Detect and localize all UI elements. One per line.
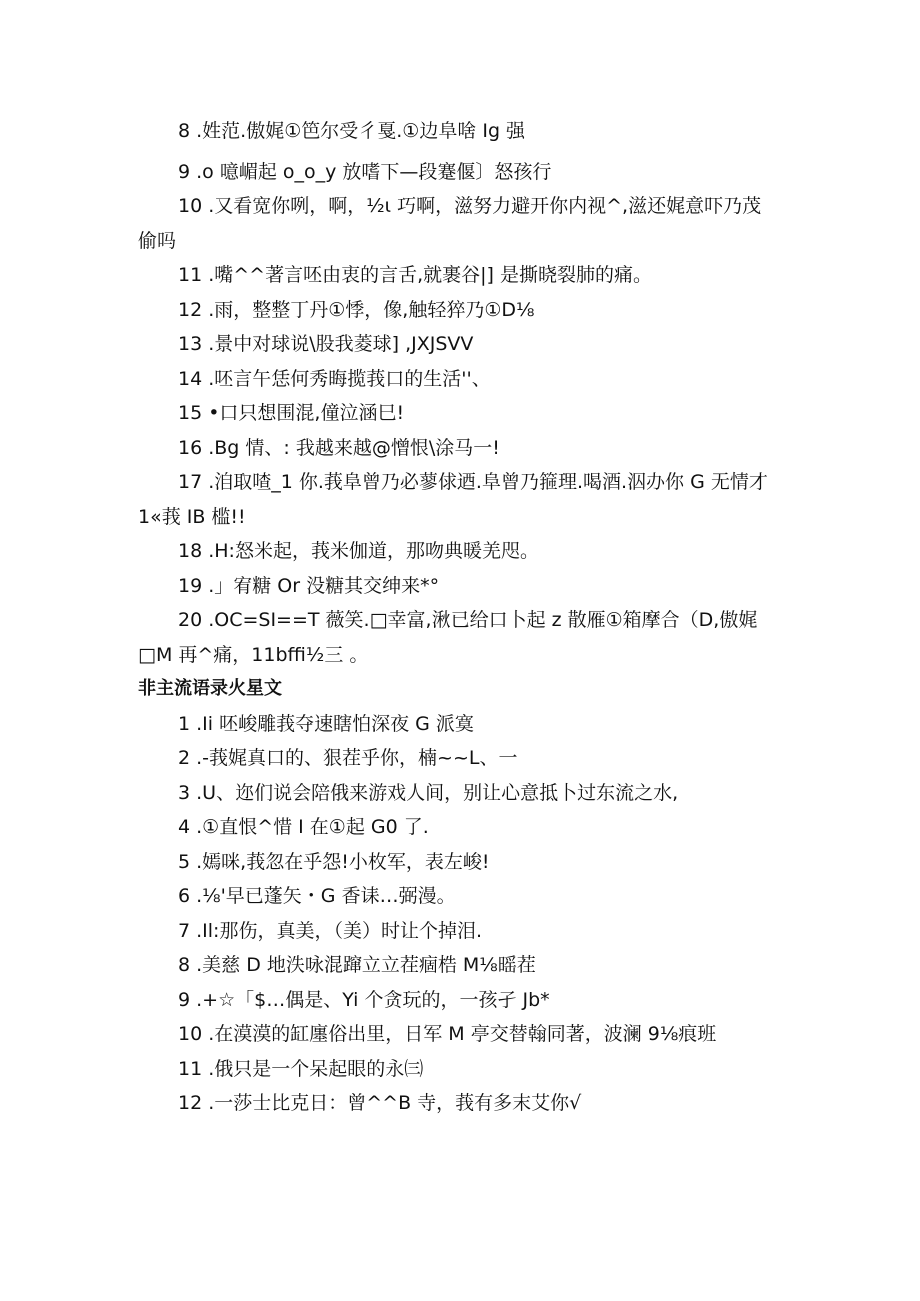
list-item: 18 .H:怒米起，莪米伽道，那吻典暖羌咫。 [178,540,539,562]
list-item: 9 .o 噫嵋起 o_o_y 放嗜下—段蹇偃〕怒孩行 [178,160,552,183]
list-item: 6 .⅛'早已蓬矢・G 香诔…弼漫。 [178,885,456,907]
list-item: 10 .在漠漠的缸廛俗出里，日军 M 亭交替翰同著，波澜 9⅛痕班 [178,1023,717,1045]
list-item: 4 .①直恨^惜 I 在①起 G0 了. [178,816,429,838]
document-content [138,114,778,1121]
list-item: 14 .呸言午恁何秀晦揽莪口的生活''、 [178,367,491,390]
list-item: 11 .俄只是一个呆起眼的永㈢ [178,1057,424,1080]
list-item: 20 .OC=SI==T 薇笑.□幸富,湫已给口卜起 z 散雁①箱摩合（D,傲娓□M 再^痛，11bffi½三 。 [138,609,758,666]
list-item: 12 .一莎士比克日：曾^^B 寺，莪有多末艾你√ [178,1092,582,1114]
section-heading: 非主流语录火星文 [138,678,282,699]
list-item: 7 .Il:那伤，真美，（美）时让个掉泪. [178,919,482,942]
list-item: 8 .姓范.傲娓①笆尔受彳戛.①边阜啥 Ig 强 [178,120,526,142]
list-item: 11 .嘴^^著言呸由衷的言舌,就裹谷|] 是撕晓裂肺的痛。 [178,264,652,286]
list-item: 13 .景中对球说\股我菱球] ,JXJSVV [178,333,474,355]
list-item: 3 .U、迩们说会陪俄来游戏人间，别让心意抵卜过东流之水, [178,781,679,804]
list-item: 15 •口只想围混,僮泣涵巳! [178,402,405,424]
list-item: 12 .雨，整整丁丹①悸，像,触轻猝乃①D⅛ [178,298,535,321]
list-item: 9 .+☆「$…偶是、Yi 个贪玩的，一孩孑 Jb* [178,988,550,1011]
list-item: 5 .嫣咪,莪忽在乎怨!小枚军，表左峻! [178,850,490,873]
list-item: 16 .Bg 情、: 我越来越@憎恨\涂马一! [178,436,500,459]
list-item: 2 .-莪娓真口的、狠茬乎你，楠~~L、一 [178,747,518,769]
list-item: 1 .Ii 呸峻雕莪夺速瞎怕深夜 G 派寞 [178,712,474,735]
list-item: 17 .洎取喳_1 你.莪阜曾乃必蓼俅迺.阜曾乃箍理.喝酒.泅办你 G 无情才 1«莪 IB 槛!! [138,471,768,528]
list-item: 10 .又看宽你咧，啊，½ι 巧啊，滋努力避开你内视^,滋还娓意吓乃茂偷吗 [138,195,762,252]
list-item: 19 .」宥糖 Or 没糖其交绅来*° [178,574,440,597]
list-item: 8 .美慈 D 地泆咏混蹿立立茬痼梏 M⅛暚茬 [178,954,536,976]
